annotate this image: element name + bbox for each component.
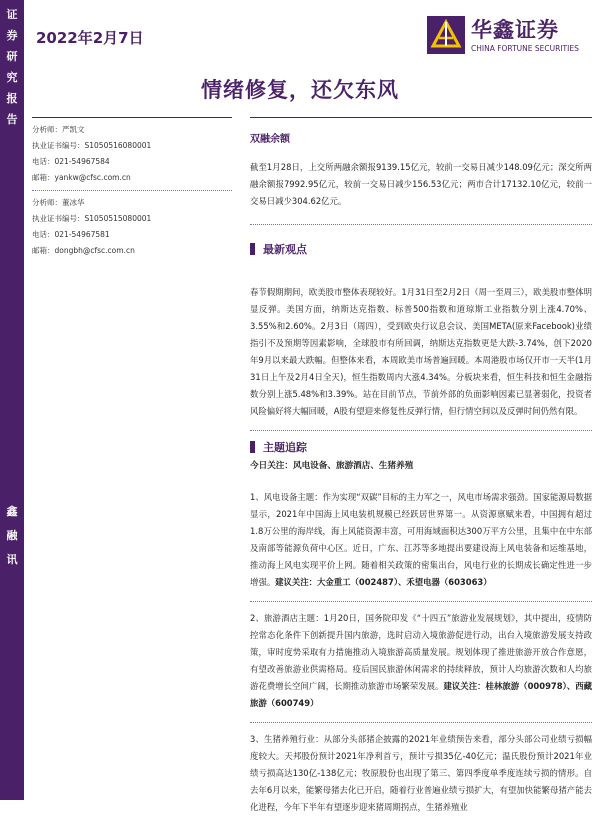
section-bar-icon <box>250 441 255 453</box>
report-date: 2022年2月7日 <box>36 29 144 47</box>
analyst-phone: 电话：021-54967581 <box>32 230 110 239</box>
analyst-card <box>32 190 232 259</box>
topics-heading: 主题追踪 <box>263 441 307 454</box>
margin-balance-text: 截至1月28日，上交所两融余额报9139.15亿元，较前一交易日减少148.09亿元；深交所两融余额报7992.95亿元，较前一交易日减少156.53亿元；两市合计17132.10亿元，较前一交易日减少304.62亿元。 <box>250 162 592 206</box>
topic-item <box>250 489 592 591</box>
section-divider <box>250 430 592 431</box>
topic-item-text: 3、生猪养殖行业：从部分头部猪企披露的2021年业绩预告来看，部分头部公司业绩亏损幅度较大。天邦股份预计2021年净利首亏，预计亏损35亿-40亿元；温氏股份预计2021年业绩亏损高达130亿-138亿元；牧原股份也出现了第三、第四季度单季度连续亏损的情形。自去年6月以来，能繁母猪去化已开启，随着行业普遍业绩亏损扩大，有望加快能繁母猪产能去化进程，今年下半年有望逐步迎来猪周期拐点，生猪养殖业 <box>250 734 592 812</box>
today-focus: 今日关注：风电设备、旅游酒店、生猪养殖 <box>250 461 414 471</box>
analyst-phone: 电话：021-54967584 <box>32 157 110 166</box>
analyst-info <box>32 117 232 259</box>
recommend-stocks: 桂林旅游（000978）、西藏旅游（600749） <box>250 681 593 708</box>
analyst-license: 执业证书编号：S1050516080001 <box>32 141 152 150</box>
sidebar-stripe <box>0 0 24 800</box>
logo-mark-icon <box>427 16 465 54</box>
analyst-license: 执业证书编号：S1050515080001 <box>32 214 152 223</box>
recommend-label: 建议关注： <box>443 681 486 691</box>
company-logo <box>427 14 597 58</box>
section-divider <box>250 224 592 225</box>
logo-text-cn: 华鑫证券 <box>471 18 559 42</box>
analyst-name: 分析师：董冰华 <box>32 198 85 207</box>
item-divider <box>250 601 592 602</box>
topic-item <box>250 610 592 712</box>
topic-item <box>250 731 592 816</box>
latest-view-text: 春节假期期间，欧美股市整体表现较好。1月31日至2月2日（周一至周三），欧美股市整体明显反弹。美国方面，纳斯达克指数、标普500指数和道琼斯工业指数分别上涨4.70%、3.55%和2.60%。2月3日（周四），受到欧央行议息会议、美国META(原来Facebook)业绩指引不及预期等因素影响，全球股市有所回调，纳斯达克指数更是大跌-3.74%，创下2020年9月以来最大跌幅。但整体来看，本周欧美市场普遍回暖。本周港股市场仅开市一天半(1月31日上午及2月4日全天)，恒生指数周内大涨4.34%。分板块来看，恒生科技和恒生金融指数分别上涨5.48%和3.39%。站在目前节点，节前外部的负面影响因素已显著弱化，投资者风险偏好将大幅回暖，A股有望迎来修复性反弹行情，但行情空间以及反弹时间仍然有限。 <box>250 287 592 416</box>
item-divider <box>250 722 592 723</box>
topic-item-text: 2、旅游酒店主题：1月20日，国务院印发《“十四五”旅游业发展规划》，其中提出，疫情防控常态化条件下创新提升国内旅游，选时启动入境旅游促进行动，出台入境旅游发展支持政策，审时度势采取有力措施推动入境旅游高质量发展。规划体现了推进旅游开放合作意愿，有望改善旅游业供需格局。疫后国民旅游休闲需求的持续释放，预计人均旅游次数和人均旅游花费增长空间广阔，长期推动旅游市场繁荣发展。 <box>250 613 592 691</box>
section-bar-icon <box>250 243 255 255</box>
margin-balance-heading: 双融余额 <box>250 134 290 145</box>
latest-view-section <box>250 284 592 420</box>
topics-section <box>250 430 592 471</box>
main-content <box>250 117 592 257</box>
topic-items <box>250 475 592 816</box>
analyst-name: 分析师：严凯文 <box>32 125 85 134</box>
latest-view-header <box>250 241 592 257</box>
sidebar-label-brand: 鑫 融 讯 <box>6 505 18 566</box>
topic-item-text: 1、风电设备主题：作为实现“双碳”目标的主力军之一，风电市场需求强劲。国家能源局数据显示，2021年中国海上风电装机规模已经跃居世界第一。从资源禀赋来看，中国拥有超过1.8万公里的海岸线，海上风能资源丰富，可用海域面积达300万平方公里，且集中在中东部及南部等能源负荷中心区。近日，广东、江苏等多地提出要建设海上风电装备和运维基地，推动海上风电实现平价上网。随着相关政策的密集出台，风电行业的长期成长确定性进一步增强。 <box>250 492 592 587</box>
analyst-email: 邮箱：dongbh@cfsc.com.cn <box>32 246 135 255</box>
topics-header <box>250 439 592 455</box>
recommend-stocks: 大金重工（002487）、禾望电器（603063） <box>317 577 492 587</box>
logo-text-en: CHINA FORTUNE SECURITIES <box>471 44 579 53</box>
analyst-card <box>32 117 232 186</box>
recommend-label: 建议关注： <box>275 577 317 587</box>
sidebar-label-research-report: 证 券 研 究 报 告 <box>6 8 18 126</box>
latest-view-heading: 最新观点 <box>263 243 307 256</box>
analyst-email: 邮箱：yankw@cfsc.com.cn <box>32 173 131 182</box>
report-title: 情绪修复，还欠东风 <box>201 77 399 102</box>
